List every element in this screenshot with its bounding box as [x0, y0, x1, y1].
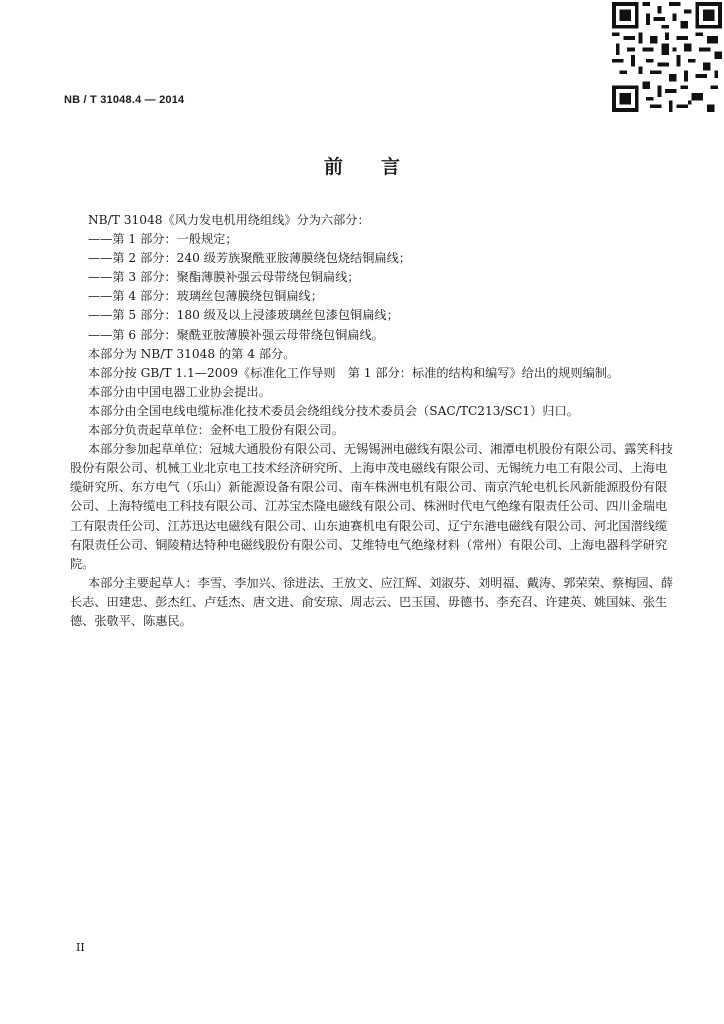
list-item-part-3: ——第 3 部分：聚酯薄膜补强云母带绕包铜扁线； [88, 270, 360, 285]
page-number: II [76, 941, 85, 954]
paragraph-proposer: 本部分由中国电器工业协会提出。 [88, 384, 271, 399]
paragraph-main-drafters: 本部分主要起草人：李雪、李加兴、徐进法、王放文、应江辉、刘淑芬、刘明福、戴涛、郭荣荣、蔡梅园、薛长志、田建忠、彭杰红、卢廷杰、唐文进、俞安琼、周志云、巴玉国、毋德书、李充召、许建英、姚国妹、张生德、张敬平、陈惠民。 [70, 575, 673, 628]
page-title: 前言 [323, 156, 438, 178]
foreword-body [70, 211, 674, 631]
list-item-part-2: ——第 2 部分：240 级芳族聚酰亚胺薄膜绕包烧结铜扁线； [88, 251, 411, 266]
qr-code-icon [612, 2, 722, 112]
paragraph-participating-units: 本部分参加起草单位：冠城大通股份有限公司、无锡锡洲电磁线有限公司、湘潭电机股份有限公司、露笑科技股份有限公司、机械工业北京电工技术经济研究所、上海申茂电磁线有限公司、无锡统力电工有限公司、上海电缆研究所、东方电气（乐山）新能源设备有限公司、南车株洲电机有限公司、南京汽轮电机长风新能源股份有限公司、上海特缆电工科技有限公司、江苏宝杰隆电磁线有限公司、株洲时代电气绝缘有限责任公司、四川金瑞电工有限责任公司、江苏迅达电磁线有限公司、山东迪赛机电有限公司、辽宁东港电磁线有限公司、河北国潜线缆有限责任公司、铜陵精达特种电磁线股份有限公司、艾维特电气绝缘材料（常州）有限公司、上海电器科学研究院。 [70, 442, 673, 571]
paragraph-responsible-drafter: 本部分负责起草单位：金杯电工股份有限公司。 [88, 423, 344, 438]
list-item-part-6: ——第 6 部分：聚酰亚胺薄膜补强云母带绕包铜扁线。 [88, 327, 384, 342]
list-item-part-4: ——第 4 部分：玻璃丝包薄膜绕包铜扁线； [88, 289, 323, 304]
list-item-part-1: ——第 1 部分：一般规定； [88, 232, 238, 247]
list-item-part-5: ——第 5 部分：180 级及以上浸漆玻璃丝包漆包铜扁线； [88, 308, 399, 323]
paragraph-intro: NB/T 31048《风力发电机用绕组线》分为六部分： [88, 213, 370, 227]
standard-code: NB / T 31048.4 — 2014 [64, 94, 185, 106]
paragraph-centralized-unit: 本部分由全国电线电缆标准化技术委员会绕组线分技术委员会（SAC/TC213/SC1）归口。 [88, 403, 579, 418]
paragraph-drafting-rules: 本部分按 GB/T 1.1—2009《标准化工作导则 第 1 部分：标准的结构和编写》给出的规则编制。 [88, 365, 620, 380]
paragraph-part-statement: 本部分为 NB/T 31048 的第 4 部分。 [88, 346, 296, 361]
